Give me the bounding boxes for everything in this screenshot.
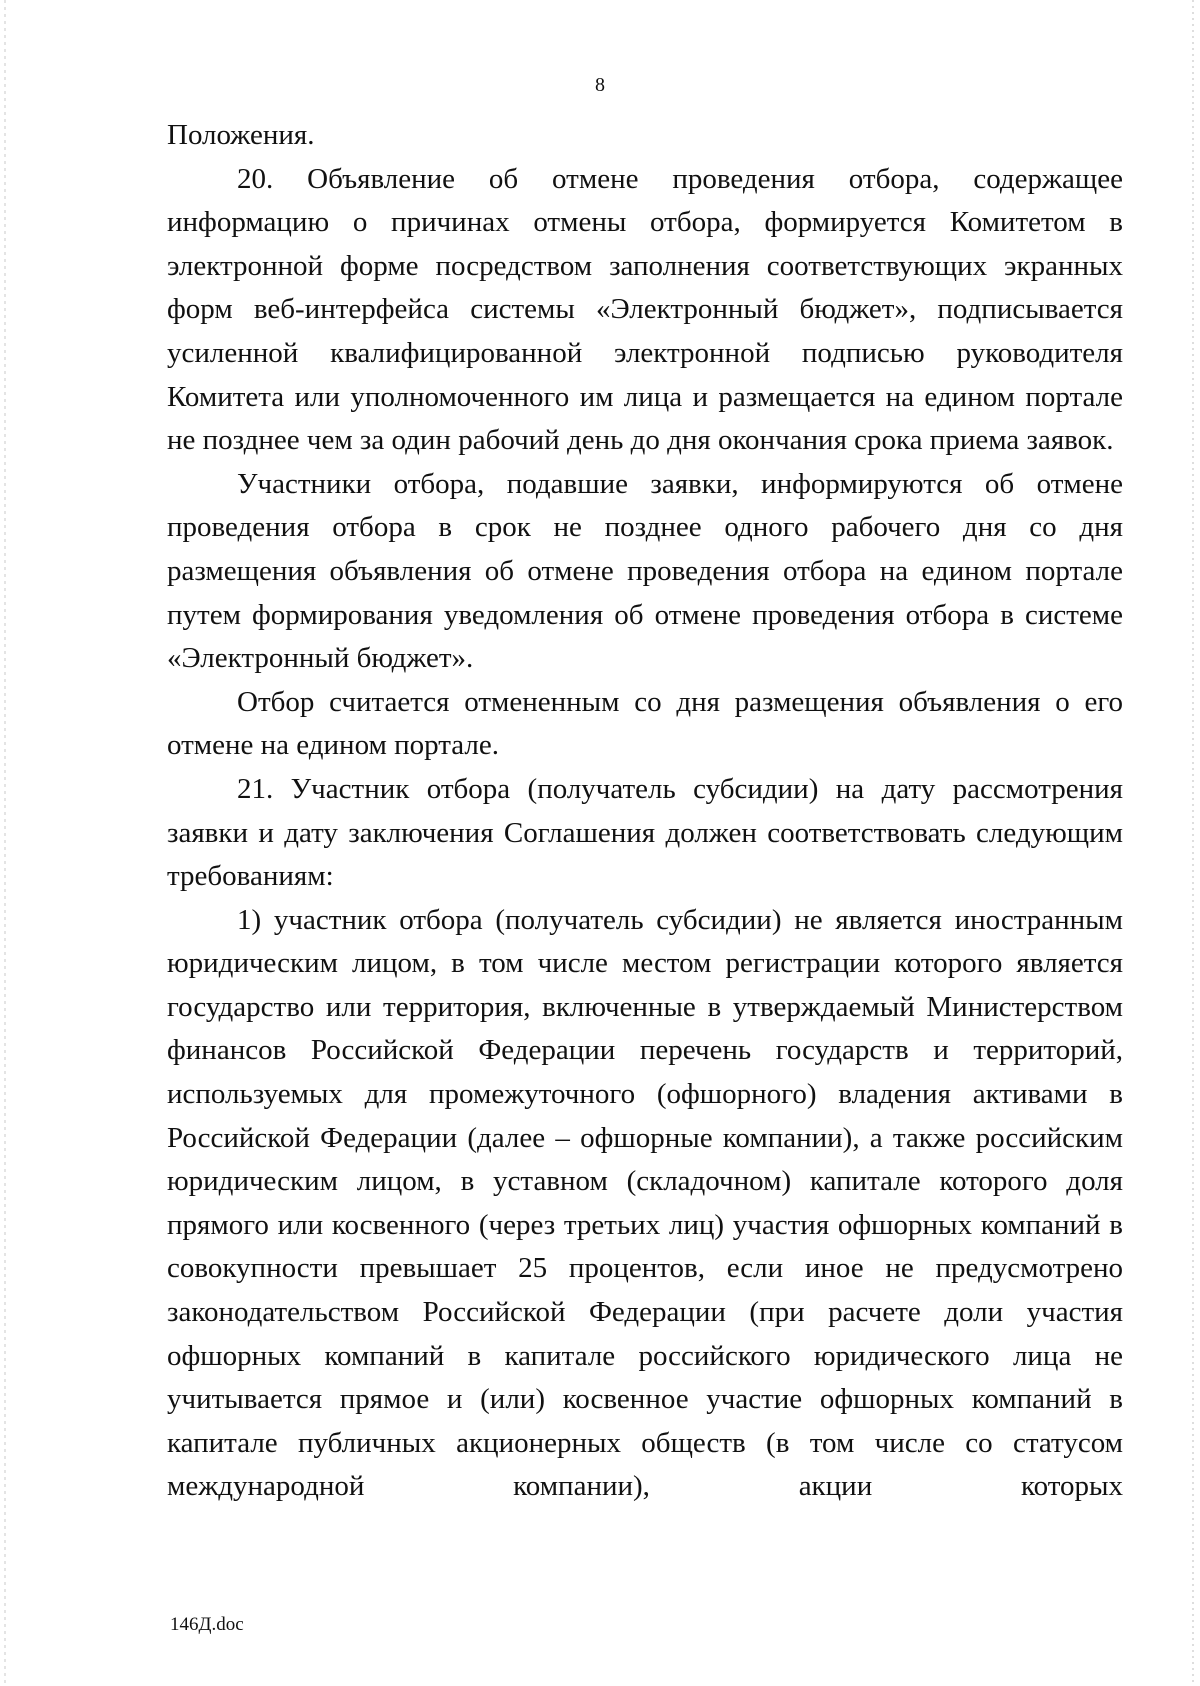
paragraph-participants-notice: Участники отбора, подавшие заявки, информируются об отмене проведения отбора в срок не позднее одного рабочего дня со дня размещения объявления об отмене проведения отбора на едином портале путем формирования уведомления об отмене проведения отбора в системе «Электронный бюджет». <box>167 467 1123 675</box>
paragraph-continuation: Положения. <box>167 119 315 151</box>
paragraph-item-20: 20. Объявление об отмене проведения отбора, содержащее информацию о причинах отмены отбора, формируется Комитетом в электронной форме посредством заполнения соответствующих экранных форм веб-интерфейса системы «Электронный бюджет», подписывается усиленной квалифицированной электронной подписью руководителя Комитета или уполномоченного им лица и размещается на едином портале не позднее чем за один рабочий день до дня окончания срока приема заявок. <box>167 162 1123 457</box>
page-number: 8 <box>595 74 605 96</box>
scan-edge-left <box>4 0 6 1686</box>
paragraph-selection-cancelled: Отбор считается отмененным со дня размещения объявления о его отмене на едином портале. <box>167 685 1123 762</box>
document-body <box>167 114 1123 1509</box>
footer-filename: 146Д.doc <box>170 1614 244 1635</box>
paragraph-item-21: 21. Участник отбора (получатель субсидии) на дату рассмотрения заявки и дату заключения Соглашения должен соответствовать следующим требованиям: <box>167 772 1123 893</box>
scan-edge-right <box>1192 0 1194 1686</box>
paragraph-requirement-1: 1) участник отбора (получатель субсидии) не является иностранным юридическим лицом, в том числе местом регистрации которого является государство или территория, включенные в утверждаемый Министерством финансов Российской Федерации перечень государств и территорий, используемых для промежуточного (офшорного) владения активами в Российской Федерации (далее – офшорные компании), а также российским юридическим лицом, в уставном (складочном) капитале которого доля прямого или косвенного (через третьих лиц) участия офшорных компаний в совокупности превышает 25 процентов, если иное не предусмотрено законодательством Российской Федерации (при расчете доли участия офшорных компаний в капитале российского юридического лица не учитывается прямое и (или) косвенное участие офшорных компаний в капитале публичных акционерных обществ (в том числе со статусом международной компании), акции которых <box>167 903 1123 1503</box>
